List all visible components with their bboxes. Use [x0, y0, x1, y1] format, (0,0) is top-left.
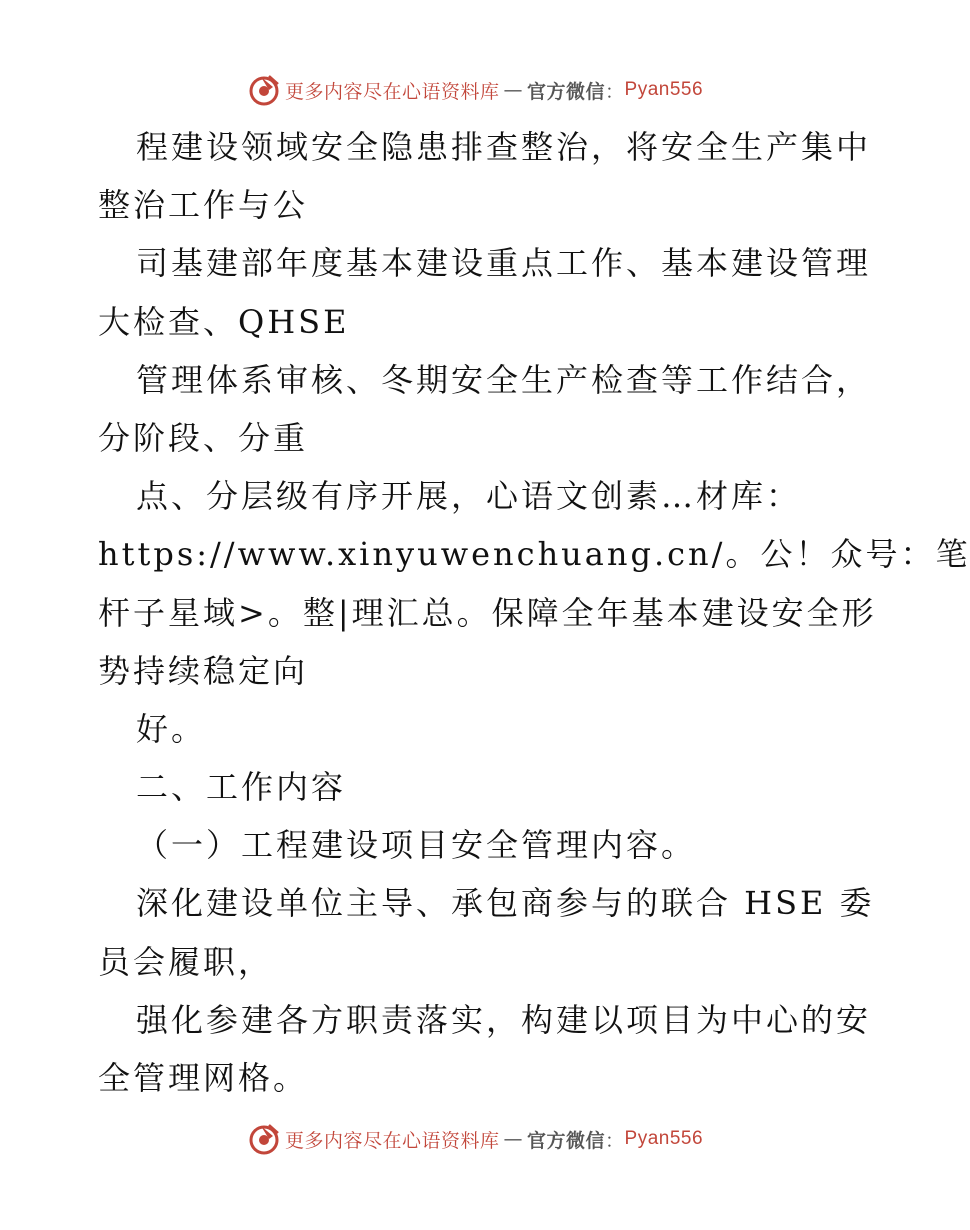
text-line: 程建设领域安全隐患排查整治，将安全生产集中	[136, 128, 872, 166]
header-separator: —	[503, 79, 523, 101]
header-wechat-id: Pyan556	[624, 79, 704, 100]
footer-banner	[0, 1121, 950, 1157]
text-line: 全管理网格。	[98, 1059, 309, 1097]
header-banner	[0, 72, 950, 108]
text-line: 分阶段、分重	[98, 418, 309, 457]
text-line: 杆子星域>。整|理汇总。保障全年基本建设安全形	[98, 593, 877, 632]
text-line: 强化参建各方职责落实，构建以项目为中心的安	[136, 1000, 872, 1039]
text-line: 好。	[136, 709, 207, 748]
brand-logo-icon	[247, 1122, 281, 1156]
header-wechat-label: 官方微信	[526, 80, 605, 103]
footer-wechat-id: Pyan556	[624, 1128, 704, 1149]
footer-colon: ：	[605, 1129, 625, 1152]
brand-logo-icon	[247, 73, 281, 107]
text-line: 点、分层级有序开展，心语文创素…材库：	[136, 477, 802, 516]
text-line: 员会履职，	[98, 942, 274, 981]
text-line: 大检查、QHSE	[98, 302, 350, 341]
footer-wechat-label: 官方微信	[526, 1129, 605, 1152]
body-text	[98, 118, 970, 1107]
text-line: 二、工作内容	[136, 768, 347, 807]
footer-separator: —	[503, 1128, 523, 1150]
header-brand-text: 更多内容尽在心语资料库	[284, 80, 500, 103]
text-line: 整治工作与公	[98, 186, 309, 225]
text-line: 管理体系审核、冬期安全生产检查等工作结合，	[136, 360, 872, 399]
text-line: 势持续稳定向	[98, 651, 309, 690]
text-line: 深化建设单位主导、承包商参与的联合 HSE 委	[136, 884, 875, 923]
header-colon: ：	[605, 80, 625, 103]
text-line: https://www.xinyuwenchuang.cn/。公！众号：笔	[98, 535, 970, 574]
footer-brand-text: 更多内容尽在心语资料库	[284, 1129, 500, 1152]
text-line: 司基建部年度基本建设重点工作、基本建设管理	[136, 244, 872, 283]
text-line: （一）工程建设项目安全管理内容。	[136, 826, 697, 865]
